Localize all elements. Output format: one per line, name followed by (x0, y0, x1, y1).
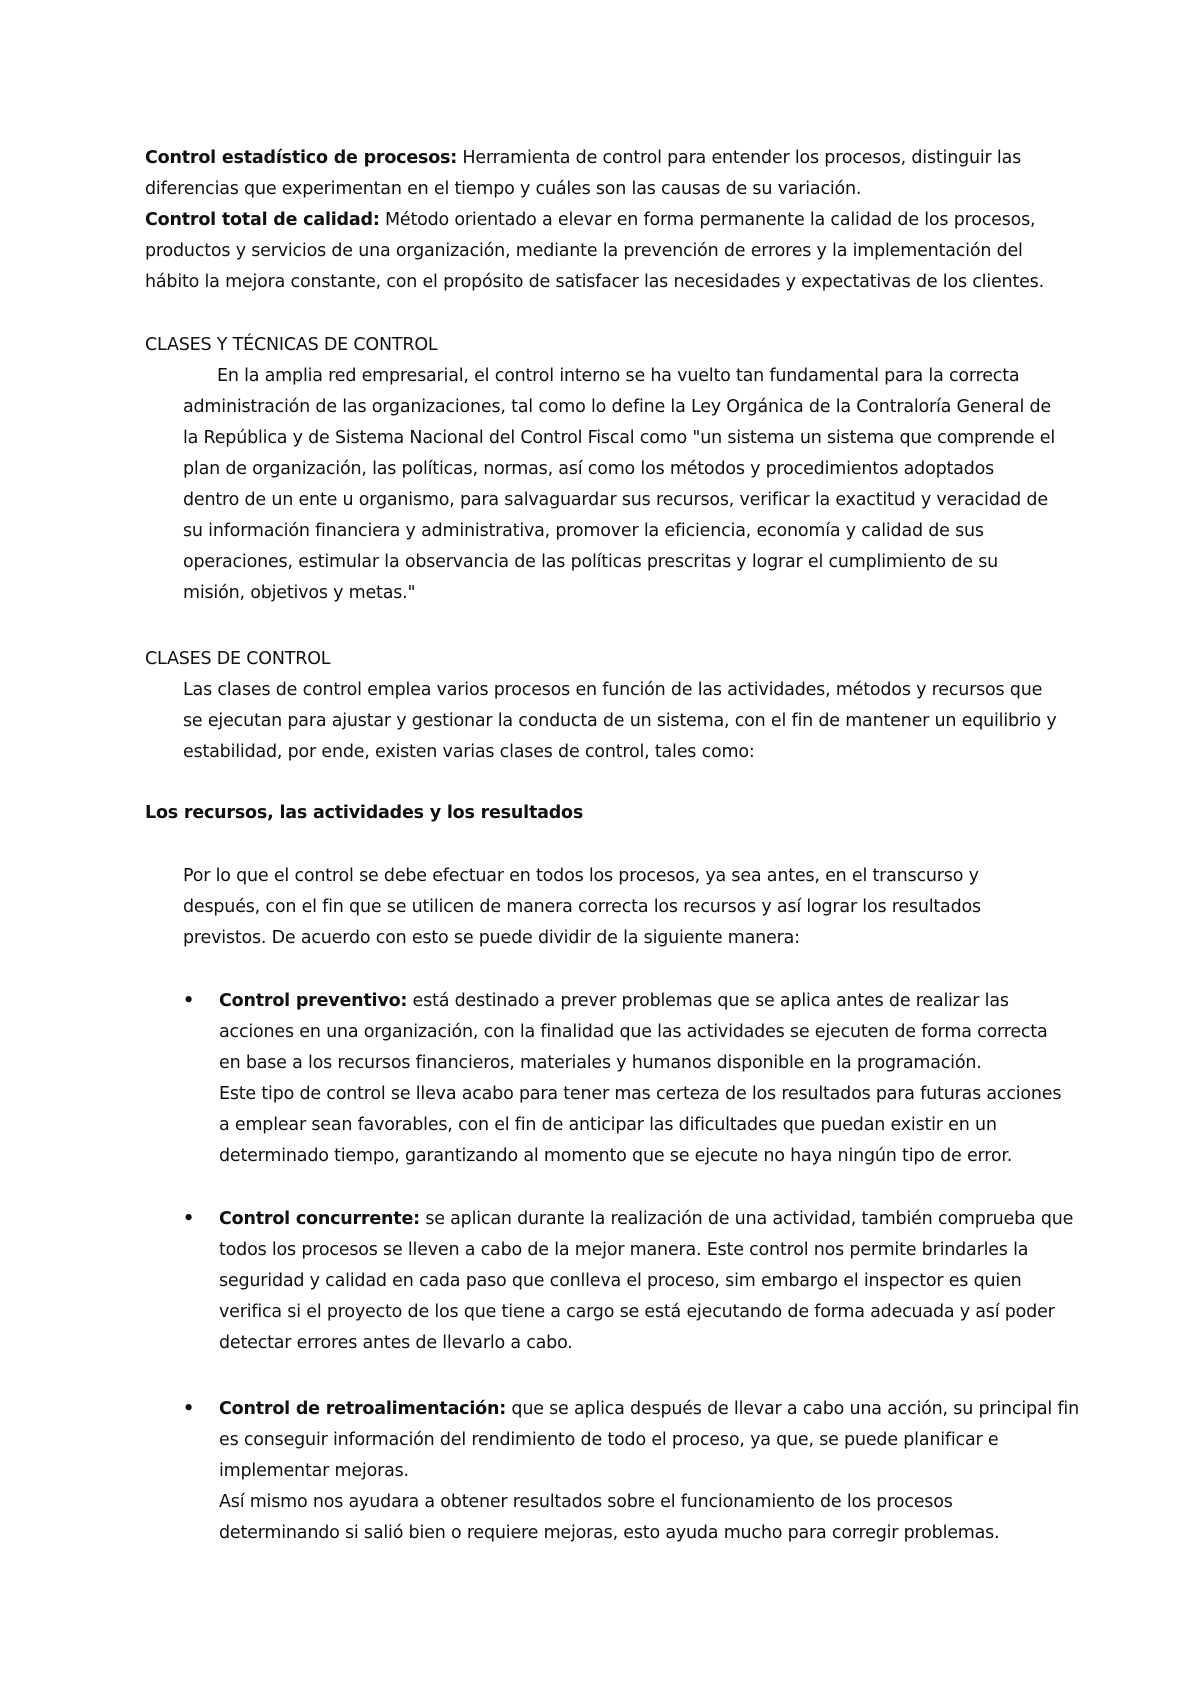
bullet-line: determinado tiempo, garantizando al momento que se ejecute no haya ningún tipo de error. (219, 1146, 1013, 1166)
definition-line: productos y servicios de una organización, mediante la prevención de errores y la implementación del (145, 241, 1023, 261)
paragraph-line: se ejecutan para ajustar y gestionar la conducta de un sistema, con el fin de mantener un equilibrio y (183, 711, 1057, 731)
bullet-marker: • (183, 1399, 195, 1419)
bullet-marker: • (183, 991, 195, 1011)
bullet-line (219, 1204, 1073, 1235)
definitions-block (145, 143, 1044, 298)
section-paragraph (183, 675, 1057, 768)
bullet-line: implementar mejoras. (219, 1461, 409, 1481)
definition-line: hábito la mejora constante, con el propósito de satisfacer las necesidades y expectativas de los clientes. (145, 272, 1044, 292)
section-heading-text: CLASES DE CONTROL (145, 649, 331, 669)
paragraph-line: En la amplia red empresarial, el control interno se ha vuelto tan fundamental para la correcta (217, 366, 1020, 386)
paragraph-line: Las clases de control emplea varios procesos en función de las actividades, métodos y recursos que (183, 680, 1043, 700)
definition-term: Control estadístico de procesos: (145, 148, 458, 168)
paragraph-line: plan de organización, las políticas, normas, así como los métodos y procedimientos adoptados (183, 459, 995, 479)
paragraph-line: Por lo que el control se debe efectuar en todos los procesos, ya sea antes, en el transcurso y (183, 866, 979, 886)
paragraph-line: administración de las organizaciones, tal como lo define la Ley Orgánica de la Contraloría General de (183, 397, 1051, 417)
paragraph-line: su información financiera y administrativa, promover la eficiencia, economía y calidad de sus (183, 521, 984, 541)
bullet-item (219, 986, 1061, 1172)
section-heading (145, 330, 437, 361)
bullet-line (219, 1394, 1079, 1425)
definition-line: diferencias que experimentan en el tiempo y cuáles son las causas de su variación. (145, 179, 862, 199)
definition-text: Método orientado a elevar en forma permanente la calidad de los procesos, (379, 210, 1036, 230)
bullet-line: acciones en una organización, con la finalidad que las actividades se ejecuten de forma correcta (219, 1022, 1048, 1042)
bullet-text: se aplican durante la realización de una actividad, también comprueba que (419, 1209, 1074, 1229)
bullet-line: seguridad y calidad en cada paso que conlleva el proceso, sim embargo el inspector es quien (219, 1271, 1022, 1291)
bullet-line: a emplear sean favorables, con el fin de anticipar las dificultades que puedan existir en un (219, 1115, 997, 1135)
bullet-line: todos los procesos se lleven a cabo de la mejor manera. Este control nos permite brindarles la (219, 1240, 1029, 1260)
bullet-line: detectar errores antes de llevarlo a cabo. (219, 1333, 573, 1353)
definition-line (145, 143, 1044, 174)
paragraph-line: previstos. De acuerdo con esto se puede dividir de la siguiente manera: (183, 928, 800, 948)
section-heading (145, 644, 330, 675)
bullet-term: Control preventivo: (219, 991, 408, 1011)
definition-text: Herramienta de control para entender los procesos, distinguir las (457, 148, 1022, 168)
paragraph-line: estabilidad, por ende, existen varias clases de control, tales como: (183, 742, 755, 762)
section-heading-text: CLASES Y TÉCNICAS DE CONTROL (145, 335, 438, 355)
section-paragraph (183, 861, 981, 954)
paragraph-line: después, con el fin que se utilicen de manera correcta los recursos y así lograr los resultados (183, 897, 981, 917)
bullet-term: Control concurrente: (219, 1209, 420, 1229)
paragraph-line: la República y de Sistema Nacional del Control Fiscal como "un sistema un sistema que comprende el (183, 428, 1055, 448)
bullet-text: está destinado a prever problemas que se aplica antes de realizar las (407, 991, 1009, 1011)
section-heading (145, 798, 583, 829)
section-heading-text: Los recursos, las actividades y los resultados (145, 803, 584, 823)
definition-line (145, 205, 1044, 236)
bullet-line (219, 986, 1061, 1017)
bullet-line: en base a los recursos financieros, materiales y humanos disponible en la programación. (219, 1053, 982, 1073)
section-paragraph (183, 361, 1055, 609)
bullet-marker: • (183, 1209, 195, 1229)
bullet-text: que se aplica después de llevar a cabo una acción, su principal fin (506, 1399, 1079, 1419)
bullet-line: Así mismo nos ayudara a obtener resultados sobre el funcionamiento de los procesos (219, 1492, 953, 1512)
bullet-item (219, 1204, 1073, 1359)
definition-term: Control total de calidad: (145, 210, 380, 230)
bullet-item (219, 1394, 1079, 1549)
paragraph-line: misión, objetivos y metas." (183, 583, 416, 603)
bullet-line: verifica si el proyecto de los que tiene a cargo se está ejecutando de forma adecuada y así poder (219, 1302, 1055, 1322)
bullet-line: determinando si salió bien o requiere mejoras, esto ayuda mucho para corregir problemas. (219, 1523, 1000, 1543)
bullet-line: es conseguir información del rendimiento de todo el proceso, ya que, se puede planificar e (219, 1430, 999, 1450)
bullet-term: Control de retroalimentación: (219, 1399, 507, 1419)
bullet-line: Este tipo de control se lleva acabo para tener mas certeza de los resultados para futuras acciones (219, 1084, 1062, 1104)
paragraph-line: operaciones, estimular la observancia de las políticas prescritas y lograr el cumplimiento de su (183, 552, 999, 572)
paragraph-line: dentro de un ente u organismo, para salvaguardar sus recursos, verificar la exactitud y veracidad de (183, 490, 1048, 510)
